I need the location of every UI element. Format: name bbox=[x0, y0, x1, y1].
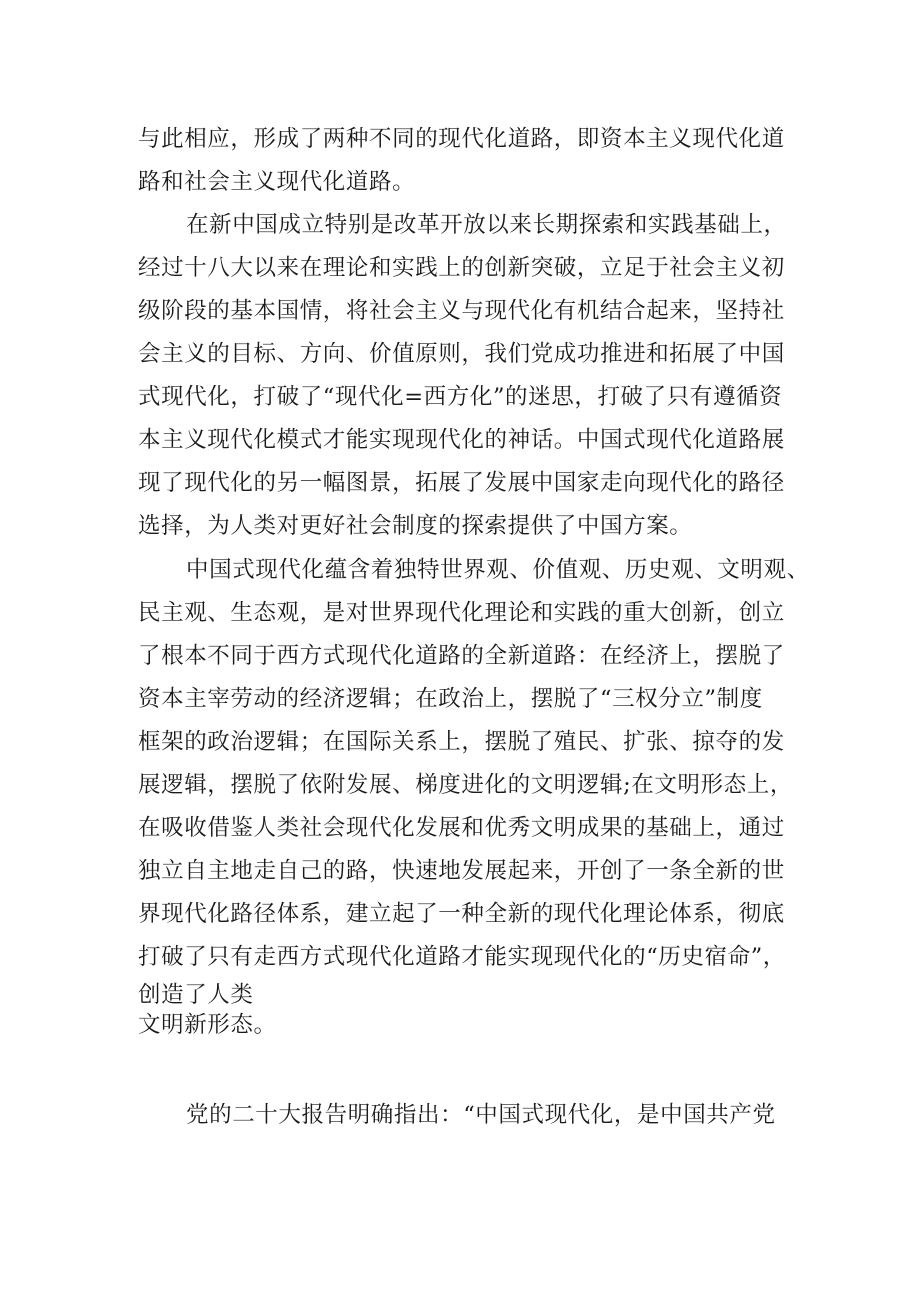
text-line: 在新中国成立特别是改革开放以来长期探索和实践基础上， bbox=[186, 212, 787, 238]
text-line: 现了现代化的另一幅图景，拓展了发展中国家走向现代化的路径 bbox=[138, 470, 785, 496]
text-line: 选择，为人类对更好社会制度的探索提供了中国方案。 bbox=[138, 513, 693, 539]
text-line: 了根本不同于西方式现代化道路的全新道路：在经济上，摆脱了 bbox=[138, 643, 785, 669]
text-line: 会主义的目标、方向、价值原则，我们党成功推进和拓展了中国 bbox=[138, 341, 785, 367]
text-line: 路和社会主义现代化道路。 bbox=[138, 169, 416, 195]
text-line: 中国式现代化蕴含着独特世界观、价值观、历史观、文明观、 bbox=[186, 557, 810, 583]
text-line: 经过十八大以来在理论和实践上的创新突破，立足于社会主义初 bbox=[138, 255, 785, 281]
text-line: 式现代化，打破了“现代化=西方化”的迷思，打破了只有遵循资 bbox=[138, 384, 783, 410]
text-line: 在吸收借鉴人类社会现代化发展和优秀文明成果的基础上，通过 bbox=[138, 815, 785, 841]
text-line: 民主观、生态观，是对世界现代化理论和实践的重大创新，创立 bbox=[138, 600, 785, 626]
text-line: 独立自主地走自己的路，快速地发展起来，开创了一条全新的世 bbox=[138, 858, 785, 884]
text-line: 级阶段的基本国情，将社会主义与现代化有机结合起来，坚持社 bbox=[138, 298, 785, 324]
text-line: 本主义现代化模式才能实现现代化的神话。中国式现代化道路展 bbox=[138, 427, 785, 453]
text-line: 展逻辑，摆脱了依附发展、梯度进化的文明逻辑;在文明形态上， bbox=[138, 772, 793, 798]
text-line: 党的二十大报告明确指出：“中国式现代化，是中国共产党 bbox=[186, 1102, 776, 1128]
text-line: 界现代化路径体系，建立起了一种全新的现代化理论体系，彻底 bbox=[138, 901, 785, 927]
text-line: 文明新形态。 bbox=[138, 1012, 277, 1038]
text-line: 与此相应，形成了两种不同的现代化道路，即资本主义现代化道 bbox=[138, 126, 785, 152]
text-line: 打破了只有走西方式现代化道路才能实现现代化的“历史宿命”， bbox=[138, 944, 786, 970]
text-line: 资本主宰劳动的经济逻辑；在政治上，摆脱了“三权分立”制度 bbox=[138, 686, 763, 712]
text-line: 创造了人类 bbox=[138, 982, 254, 1008]
text-line: 框架的政治逻辑；在国际关系上，摆脱了殖民、扩张、掠夺的发 bbox=[138, 729, 785, 755]
